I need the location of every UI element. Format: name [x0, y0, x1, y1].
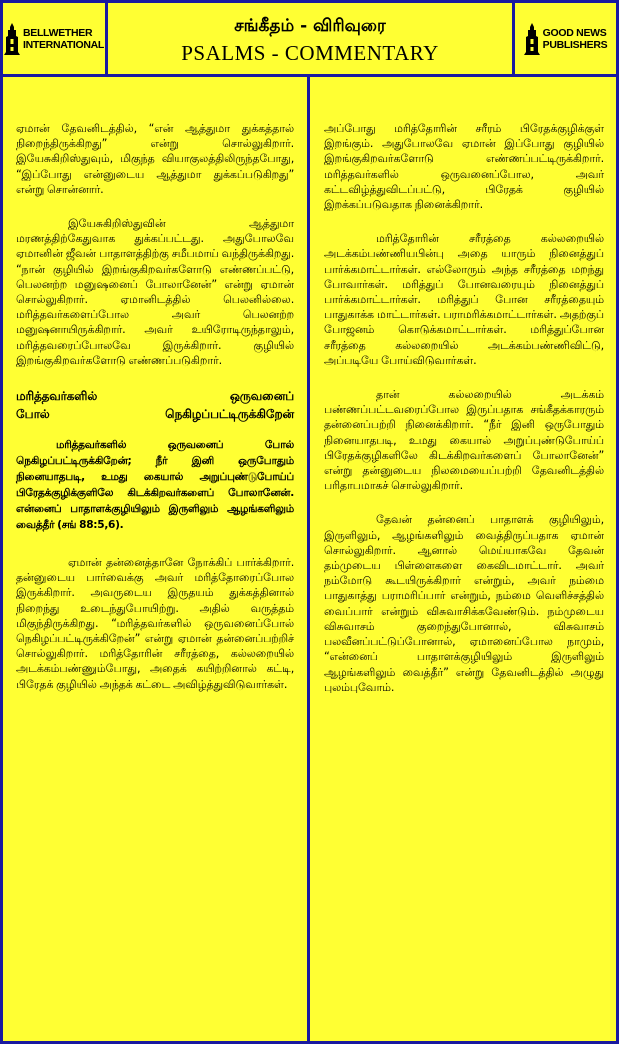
- left-paragraph-3: ஏமான் தன்னைத்தானே நோக்கிப் பார்க்கிறார். தன்னுடைய பார்வைக்கு அவர் மரித்தோரைப்போல இருக்கிறார். அவருடைய இருதயம் துக்கத்தினால் நிறைந்து உடைந்துபோயிற்று. அதில் வருத்தம் மிகுந்திருக்கிறது. “மரித்தவர்களில் ஒருவனைப்போல் நெகிழப்பட்டிருக்கிறேன்” என்று ஏமான் தன்னைப்பற்றிச் சொல்லுகிறார். மரித்தோரின் சரீரத்தை, கல்லறையில் அடக்கம்பண்ணும்போது, அதைக் கயிற்றினால் கட்டி, பிரேதக் குழியில் அந்தக் கட்டை அவிழ்த்துவிடுவார்கள்.: [16, 556, 294, 691]
- right-column: [310, 77, 616, 1041]
- left-paragraph-2: இயேசுகிறிஸ்துவின் ஆத்துமா மரணத்திற்கேதுவாக துக்கப்பட்டது. அதுபோலவே ஏமானின் ஜீவன் பாதாளத்திற்கு சமீபமாய் வந்திருக்கிறது. “நான் குழியில் இறங்குகிறவர்களோடு எண்ணப்பட்டு, பெலனற்ற மனுஷனைப் போலானேன்” என்று ஏமான் சொல்லுகிறார். ஏமானிடத்தில் பெலனில்லை. மரித்தவர்களைப்போல அவர் பெலனற்ற மனுஷனாயிருக்கிறார். அவர் உயிரோடிருந்தாலும், மரித்தவரைப்போலவே இருக்கிறார். குழியில் இறங்குகிறவர்களோடு எண்ணப்படுகிறார்.: [16, 217, 294, 367]
- right-paragraph-2: மரித்தோரின் சரீரத்தை கல்லறையில் அடக்கம்பண்ணியபின்பு அதை யாரும் நினைத்துப் பார்க்கமாட்டார்கள். எல்லோரும் அந்த சரீரத்தை மறந்து போவார்கள். மரித்துப் போனவரையும் நினைத்துப் பார்க்கமாட்டார்கள். மரித்துப் போன சரீரத்தையும் பாதுகாக்க மாட்டார்கள். பராமரிக்கமாட்டார்கள். அதற்குப் போஜனம் கொடுக்கமாட்டார்கள். மரித்துப்போன சரீரத்தை கல்லறையில் அடக்கம்பண்ணிவிட்டு, அப்படியே போய்விடுவார்கள்.: [324, 232, 604, 367]
- good-news-logo-line: PUBLISHERS: [542, 38, 608, 51]
- right-paragraph-4: தேவன் தன்னைப் பாதாளக் குழியிலும், இருளிலும், ஆழங்களிலும் வைத்திருப்பதாக ஏமான் சொல்லுகிறார். ஆனால் மெய்யாகவே தேவன் தம்முடைய பிள்ளைகளை கைவிடமாட்டார். அவர் நம்மோடு கூடயிருக்கிறார் என்றும், அவர் நம்மை பாதுகாத்து பராமரிப்பார் என்றும், நம்மை வெளிச்சத்தில் வைப்பார் என்றும் விசுவாசிக்கவேண்டும். நம்முடைய விசுவாசம் குறைந்துபோனால், விசுவாசம் பலவீனப்பட்டுப்போனால், ஏமானைப்போல நாமும், “என்னைப் பாதாளக்குழியிலும் இருளிலும் ஆழங்களிலும் வைத்தீர்” என்று தேவனிடத்தில் அழுது புலம்புவோம்.: [324, 513, 604, 694]
- section-subheading: [16, 387, 294, 423]
- bellwether-logo-line: INTERNATIONAL: [22, 38, 105, 51]
- bellwether-logo: [3, 3, 108, 74]
- page-title-english: PSALMS - COMMENTARY: [181, 41, 439, 65]
- title-block: [108, 3, 512, 74]
- tower-icon: [524, 22, 540, 56]
- right-paragraph-1: அப்போது மரித்தோரின் சரீரம் பிரேதக்குழிக்குள் இறங்கும். அதுபோலவே ஏமான் இப்போது குழியில் இறங்குகிறவர்களோடு எண்ணப்பட்டிருக்கிறார். மரித்தவர்களில் ஒருவனைப்போல, அவர் கட்டவிழ்த்துவிடப்பட்டு, பிரேதக் குழியில் இறக்கப்படுவதாக நினைக்கிறார்.: [324, 122, 604, 212]
- page-title-tamil: சங்கீதம் - விரிவுரை: [234, 16, 386, 36]
- bellwether-logo-text: [23, 27, 104, 51]
- bell-tower-icon: [4, 22, 20, 56]
- right-paragraph-3: தான் கல்லறையில் அடக்கம் பண்ணப்பட்டவரைப்போல இருப்பதாக சங்கீதக்காரரும் தன்னைப்பற்றி நினைக்கிறார். “நீர் இனி ஒருபோதும் நினையாதபடி, உமது கையால் அறுப்புண்டுபோய்ப் பிரேதக்குழிகளிலே கிடக்கிறவர்களைப் போலானேன்” என்று தன்னுடைய நிலமையைப்பற்றி தேவனிடத்தில் பரிதாபமாகச் சொல்லுகிறார்.: [324, 388, 604, 493]
- subheading-line-1: மரித்தவர்களில் ஒருவனைப்: [16, 389, 294, 404]
- good-news-logo: [512, 3, 616, 74]
- left-column: [3, 77, 310, 1041]
- bellwether-logo-line: BELLWETHER: [22, 26, 93, 39]
- good-news-logo-text: [543, 27, 608, 51]
- good-news-logo-line: GOOD NEWS: [542, 26, 607, 39]
- subheading-line-2: போல் நெகிழப்பட்டிருக்கிறேன்: [16, 407, 294, 422]
- left-paragraph-1: ஏமான் தேவனிடத்தில், “என் ஆத்துமா துக்கத்தால் நிறைந்திருக்கிறது” என்று சொல்லுகிறார். இயேசுகிறிஸ்துவும், மிகுந்த வியாகுலத்திலிருந்தபோது, “இப்போது என்னுடைய ஆத்துமா துக்கப்படுகிறது” என்று சொன்னார்.: [16, 122, 294, 196]
- scripture-quote: மரித்தவர்களில் ஒருவனைப் போல் நெகிழப்பட்டிருக்கிறேன்; நீர் இனி ஒருபோதும் நினையாதபடி, உமது கையால் அறுப்புண்டுபோய்ப் பிரேதக்குழிக்குளிலே கிடக்கிறவர்களைப் போலானேன். என்னைப் பாதாளக்குழியிலும் இருளிலும் ஆழங்களிலும் வைத்தீர் (சங் 88:5,6).: [16, 439, 294, 532]
- header: [3, 3, 616, 77]
